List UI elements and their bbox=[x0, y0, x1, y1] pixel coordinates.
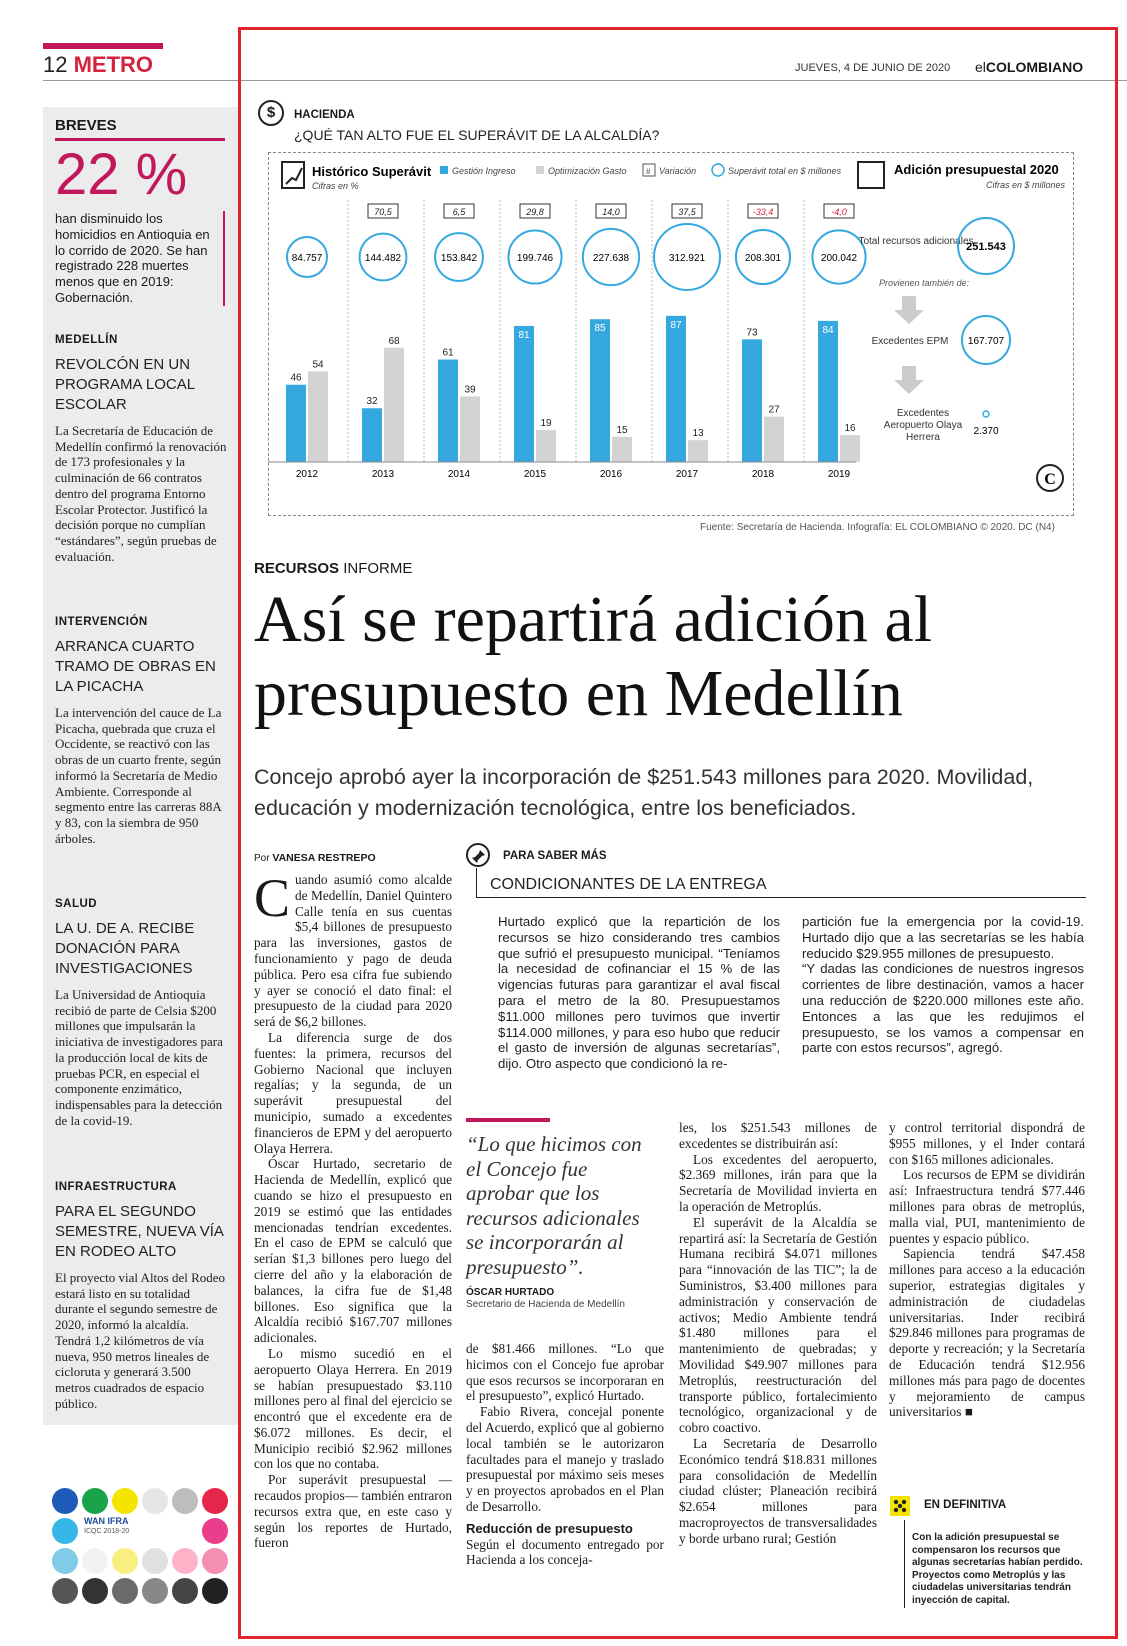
definitiva-kicker: EN DEFINITIVA bbox=[924, 1499, 1007, 1511]
breves-title: BREVES bbox=[55, 117, 117, 134]
breves-rule bbox=[55, 138, 225, 141]
chart2-subtitle: Cifras en $ millones bbox=[986, 180, 1066, 190]
bar-gasto-2014 bbox=[460, 396, 480, 462]
swatch-cyan bbox=[52, 1518, 78, 1544]
swatch-light-gray bbox=[142, 1548, 168, 1574]
total-value: 84.757 bbox=[291, 253, 323, 264]
puzzle-icon bbox=[889, 1495, 911, 1517]
bar-ingreso-2015 bbox=[514, 326, 534, 462]
psm-kicker: PARA SABER MÁS bbox=[503, 850, 607, 862]
sidebar-kicker: MEDELLÍN bbox=[55, 334, 118, 346]
breves-figure: 22 % bbox=[55, 142, 188, 207]
chart1-title: Histórico Superávit bbox=[312, 164, 432, 179]
bar-value-label: 32 bbox=[366, 396, 378, 408]
paragraph: Sapiencia tendrá $47.458 millones para acceso a la educación superior, estrategias digitales y administración de ciudadelas universitarias. Inder recibirá $29.846 millones para programas de deporte y recreación; y la Secretaría de Educación tendrá $12.956 millones más para pago de docentes y mejoramiento de campus universitarios ■ bbox=[889, 1246, 1085, 1420]
aeropuerto-value: 2.370 bbox=[973, 426, 999, 437]
chart-question: ¿QUÉ TAN ALTO FUE EL SUPERÁVIT DE LA ALCALDÍA? bbox=[294, 127, 660, 143]
paragraph: partición fue la emergencia por la covid-19. Hurtado dijo que a las secretarías se les había reducido $29.955 millones de presupuesto. bbox=[802, 914, 1084, 961]
page-number-accent-bar bbox=[43, 43, 163, 49]
swatch-red bbox=[202, 1488, 228, 1514]
year-tick-label: 2015 bbox=[523, 469, 547, 480]
article-col-4 bbox=[889, 1120, 1085, 1420]
paragraph: “Y dadas las condiciones de nuestros ingresos corrientes de libre destinación, vamos a hacer una reducción de $220.000 millones este año. Entonces a las que les redujimos el presupuesto, se los vamos a compensar en parte con estos recursos”, agregó. bbox=[802, 961, 1084, 1056]
sidebar-body: La Universidad de Antioquia recibió de parte de Celsia $200 millones que impulsarán la iniciativa de investigadores para la producción local de kits de pruebas PCR, en especial el componente enzimático, indispensables para la detección de la covid-19. bbox=[55, 987, 223, 1128]
total-value: 227.638 bbox=[592, 253, 630, 264]
bar-value-label: 73 bbox=[746, 327, 758, 339]
headline-line1: Así se repartirá adición al bbox=[254, 583, 933, 656]
paragraph: Fabio Rivera, concejal ponente del Acuerdo, explicó que al gobierno local también se le autorizaron facultades para el manejo y traslado presupuestal por máximo seis meses y en proyectos aprobados en el Plan de Desarrollo. bbox=[466, 1404, 664, 1514]
quote-author-role: Secretario de Hacienda de Medellín bbox=[466, 1299, 625, 1310]
swatch-yellow bbox=[112, 1488, 138, 1514]
sidebar-title: ARRANCA CUARTO TRAMO DE OBRAS EN LA PICACHA bbox=[55, 638, 216, 695]
bar-gasto-2013 bbox=[384, 348, 404, 462]
paragraph: Los recursos de EPM se dividirán así: Infraestructura tendrá $77.446 millones para obras de metroplús, malla vial, PUI, mantenimiento de puentes y espacio público. bbox=[889, 1167, 1085, 1246]
sidebar-title: LA U. DE A. RECIBE DONACIÓN PARA INVESTIGACIONES bbox=[55, 920, 195, 977]
epm-label: Excedentes EPM bbox=[871, 336, 949, 347]
bar-gasto-2012 bbox=[308, 371, 328, 462]
legend-label-total: Superávit total en $ millones bbox=[728, 166, 842, 176]
bar-value-label: 68 bbox=[388, 335, 400, 347]
swatch-dark4 bbox=[142, 1578, 168, 1604]
superavit-chart bbox=[268, 152, 1074, 516]
swatch-dark2 bbox=[82, 1578, 108, 1604]
paragraph: La diferencia surge de dos fuentes: la primera, recursos del Gobierno Nacional que incluyen regalías; y la segunda, de un superávit presupuestal del municipio, sumado a excedentes financieros de EPM y del aeropuerto Olaya Herrera. bbox=[254, 1029, 452, 1156]
logo-letter: C bbox=[1044, 471, 1056, 488]
bar-gasto-2016 bbox=[612, 437, 632, 462]
article-col-3 bbox=[679, 1120, 877, 1547]
paragraph: Óscar Hurtado, secretario de Hacienda de Medellín, explicó que cuando se hizo el presupuesto en 2019 se estimó que las entidades mencionadas tendrían excedentes. En el caso de EPM se calculó que serían $1,3 billones pero luego del cierre del año y la elaboración de balances, la cifra fue de $1,48 billones. Eso significa que la Alcaldía recibió $167.707 millones adicionales. bbox=[254, 1156, 452, 1346]
arrow-down-icon bbox=[894, 296, 924, 324]
bar-value-label: 15 bbox=[616, 424, 628, 436]
legend-hash: # bbox=[646, 167, 651, 176]
bar-ingreso-2014 bbox=[438, 360, 458, 462]
year-tick-label: 2016 bbox=[599, 469, 623, 480]
swatch-dark5 bbox=[172, 1578, 198, 1604]
chart1-subtitle: Cifras en % bbox=[312, 181, 359, 191]
paragraph: Por superávit presupuestal —recaudos propios— también entraron recursos extra que, en este caso y según los reportes de Hurtado, fueron bbox=[254, 1472, 452, 1551]
year-tick-label: 2013 bbox=[371, 469, 395, 480]
year-tick-label: 2014 bbox=[447, 469, 471, 480]
chart-source: Fuente: Secretaría de Hacienda. Infografía: EL COLOMBIANO © 2020. DC (N4) bbox=[700, 522, 1055, 533]
sidebar-kicker: INTERVENCIÓN bbox=[55, 616, 148, 628]
year-tick-label: 2017 bbox=[675, 469, 699, 480]
swatch-rose bbox=[202, 1548, 228, 1574]
sidebar-item-salud bbox=[55, 898, 227, 1128]
paragraph: Según el documento entregado por Hacienda a los conceja- bbox=[466, 1536, 664, 1568]
subheadline: Concejo aprobó ayer la incorporación de $251.543 millones para 2020. Movilidad, educación y modernización tecnológica, entre los beneficiados. bbox=[254, 765, 1034, 820]
swatch-dark1 bbox=[52, 1578, 78, 1604]
trend-icon bbox=[282, 162, 304, 188]
year-tick-label: 2019 bbox=[827, 469, 851, 480]
bar-value-label: 16 bbox=[844, 423, 856, 435]
newspaper-brand: elCOLOMBIANO bbox=[975, 59, 1084, 75]
swatch-green bbox=[82, 1488, 108, 1514]
arrow-down-icon bbox=[894, 366, 924, 394]
legend-label-gasto: Optimización Gasto bbox=[548, 166, 627, 176]
bar-value-label: 85 bbox=[594, 323, 606, 335]
article-col-2 bbox=[466, 1341, 664, 1568]
swatch-dark3 bbox=[112, 1578, 138, 1604]
psm-title: CONDICIONANTES DE LA ENTREGA bbox=[490, 876, 767, 893]
quote-author: ÓSCAR HURTADO bbox=[466, 1287, 555, 1298]
aeropuerto-label: Excedentes Aeropuerto Olaya Herrera bbox=[883, 408, 963, 443]
sidebar-item-intervencion bbox=[55, 616, 227, 846]
bar-value-label: 39 bbox=[464, 384, 476, 396]
paragraph: El superávit de la Alcaldía se repartirá así: la Secretaría de Gestión Humana recibirá $4.071 millones para “innovación de las TIC”; la de Suministros, $3.400 millones para administración y conservación de activos; Medio Ambiente tendrá $1.480 millones para el mantenimiento de quebradas; y Movilidad $49.907 millones para Metroplús, reestructuración del transporte público, fortalecimiento tecnológico, organizacional y de cobro coactivo. bbox=[679, 1214, 877, 1436]
year-tick-label: 2012 bbox=[295, 469, 319, 480]
bar-gasto-2019 bbox=[840, 435, 860, 462]
issue-date: JUEVES, 4 DE JUNIO DE 2020 bbox=[795, 62, 951, 74]
swatch-black bbox=[202, 1578, 228, 1604]
sidebar-item-medellin bbox=[55, 334, 227, 564]
breves-text: han disminuido los homicidios en Antioquia en lo corrido de 2020. Se han registrado 228 muertes menos que en 2019: Gobernación. bbox=[55, 211, 225, 306]
byline: Por VANESA RESTREPO bbox=[254, 852, 376, 864]
bar-value-label: 13 bbox=[692, 428, 704, 440]
total-value: 199.746 bbox=[516, 253, 554, 264]
total-value: 251.543 bbox=[966, 241, 1006, 253]
trend-icon-line bbox=[286, 168, 302, 184]
variation-value: 37,5 bbox=[678, 207, 696, 217]
legend-swatch-total bbox=[712, 164, 724, 176]
sidebar-item-infraestructura bbox=[55, 1181, 227, 1411]
psm-col-1: Hurtado explicó que la repartición de los recursos se hizo considerando tres cambios que sufrió el presupuesto municipal. “Teníamos la necesidad de cofinanciar el 15 % de las vigencias futuras para garantizar el aval fiscal para el metro de la 80. Presupuestamos $11.000 millones pero tuvimos que invertir $114.000 millones, y para eso hubo que reducir el gasto de inversión de algunas secretarías”, dijo. Otro aspecto que condicionó la re- bbox=[498, 914, 780, 1072]
calculator-icon bbox=[858, 162, 884, 188]
bar-group bbox=[286, 200, 866, 480]
bar-value-label: 54 bbox=[312, 359, 324, 371]
total-value: 144.482 bbox=[364, 253, 402, 264]
epm-value: 167.707 bbox=[967, 336, 1005, 347]
variation-value: 70,5 bbox=[374, 207, 392, 217]
legend-swatch-ingreso bbox=[440, 166, 448, 174]
bar-gasto-2017 bbox=[688, 440, 708, 462]
breves-block bbox=[55, 117, 227, 306]
paragraph: Los excedentes del aeropuerto, $2.369 millones, irán para que la Secretaría de Movilidad invierta en la operación de Metroplús. bbox=[679, 1151, 877, 1214]
also-label: Provienen también de: bbox=[878, 278, 970, 288]
aeropuerto-circle bbox=[983, 411, 989, 417]
bar-gasto-2015 bbox=[536, 430, 556, 462]
bar-ingreso-2012 bbox=[286, 385, 306, 462]
swatch-blue bbox=[52, 1488, 78, 1514]
sidebar-body: El proyecto vial Altos del Rodeo estará listo en su totalidad durante el segundo semestre de 2020, informó la alcaldía. Tendrá 1,2 kilómetros de vía nueva, 950 metros lineales de cicloruta y generará 3.500 metros cuadrados de espacio público. bbox=[55, 1270, 226, 1411]
total-label: Total recursos adicionales bbox=[858, 236, 974, 247]
legend-label-ingreso: Gestión Ingreso bbox=[452, 166, 516, 176]
swatch-gray bbox=[172, 1488, 198, 1514]
definitiva-text: Con la adición presupuestal se compensaron los recursos que algunas secretarías habían perdido. Proyectos como Metroplús y las ciudadelas universitarias tendrán inyección de capital. bbox=[912, 1532, 1083, 1606]
bar-ingreso-2018 bbox=[742, 339, 762, 462]
bar-gasto-2018 bbox=[764, 417, 784, 462]
headline-line2: presupuesto en Medellín bbox=[254, 657, 903, 730]
variation-value: 29,8 bbox=[526, 207, 544, 217]
bar-value-label: 46 bbox=[290, 372, 302, 384]
sidebar-title: PARA EL SEGUNDO SEMESTRE, NUEVA VÍA EN RODEO ALTO bbox=[55, 1203, 224, 1260]
swatch-light-yellow bbox=[112, 1548, 138, 1574]
bar-value-label: 84 bbox=[822, 324, 834, 336]
sidebar-body: La intervención del cauce de La Picacha, quebrada que cruza el Occidente, se reactivó con las obras de un cuarto frente, según informó la Secretaría de Medio Ambiente. Corresponde al segmento entre las carreras 88A y 83, con la siembra de 950 árboles. bbox=[55, 705, 222, 846]
paragraph: Cuando asumió como alcalde de Medellín, Daniel Quintero Calle tenía en sus cuentas $5,4 billones de presupuesto para las inversiones, gastos de funcionamiento y pago de deuda pública. Pero esa cifra fue subiendo y ayer se conoció el dato final: el presupuesto de la ciudad para 2020 será de $6,2 billones. bbox=[254, 868, 452, 1030]
bar-ingreso-2017 bbox=[666, 316, 686, 462]
psm-col-2 bbox=[802, 914, 1084, 1056]
bar-value-label: 61 bbox=[442, 347, 454, 359]
bar-ingreso-2016 bbox=[590, 319, 610, 462]
sidebar-body: La Secretaría de Educación de Medellín confirmó la renovación de 173 profesionales y la culminación de 66 contratos dentro del programa Entorno Escolar Protector. Justificó la decisión porque no cumplían “estándares”, según pruebas de evaluación. bbox=[55, 423, 227, 564]
total-value: 208.301 bbox=[744, 253, 782, 264]
total-value: 200.042 bbox=[820, 253, 858, 264]
swatch-light bbox=[142, 1488, 168, 1514]
swatch-pink bbox=[172, 1548, 198, 1574]
total-value: 153.842 bbox=[440, 253, 478, 264]
sidebar-title: REVOLCÓN EN UN PROGRAMA LOCAL ESCOLAR bbox=[55, 356, 195, 413]
dollar-icon: $ bbox=[258, 100, 284, 126]
paragraph: les, los $251.543 millones de excedentes se distribuirán así: bbox=[679, 1120, 877, 1151]
aeropuerto-label-wrap bbox=[878, 408, 968, 452]
sidebar-kicker: SALUD bbox=[55, 898, 98, 910]
swatch-white bbox=[82, 1548, 108, 1574]
pull-quote: “Lo que hicimos con el Concejo fue aprobar que los recursos adicionales se incorporarán al presupuesto”. bbox=[466, 1132, 642, 1279]
wan-ifra-sub: ICQC 2018-20 bbox=[84, 1528, 130, 1535]
year-tick-label: 2018 bbox=[751, 469, 775, 480]
paragraph: Lo mismo sucedió en el aeropuerto Olaya Herrera. En 2019 se habían presupuestado $3.110 millones pero al final del ejercicio se encontró que el excedente era de $6.072 millones. Es decir, el Municipio recibió $2.962 millones con los que no contaba. bbox=[254, 1345, 452, 1472]
col2-subhead: Reducción de presupuesto bbox=[466, 1520, 633, 1536]
paragraph: La Secretaría de Desarrollo Económico tendrá $18.831 millones para consolidación de Medellín ciudad clúster; Planeación recibirá $2.654 millones para macroproyectos de transversalidades y borde urbano rural; Gestión bbox=[679, 1435, 877, 1546]
variation-value: -4,0 bbox=[831, 207, 847, 217]
bar-value-label: 87 bbox=[670, 319, 682, 331]
dropcap: C bbox=[254, 868, 291, 928]
bar-value-label: 27 bbox=[768, 404, 780, 416]
chart2-title: Adición presupuestal 2020 bbox=[894, 162, 1059, 177]
pin-icon bbox=[466, 843, 490, 867]
bar-ingreso-2013 bbox=[362, 408, 382, 462]
swatch-light-cyan bbox=[52, 1548, 78, 1574]
bar-value-label: 81 bbox=[518, 329, 530, 341]
sidebar-kicker: INFRAESTRUCTURA bbox=[55, 1181, 177, 1193]
bar-ingreso-2019 bbox=[818, 321, 838, 462]
legend-label-variation: Variación bbox=[659, 166, 697, 176]
wan-ifra-logo: WAN IFRA bbox=[84, 1516, 129, 1526]
variation-value: 6,5 bbox=[452, 207, 466, 217]
paragraph: de $81.466 millones. “Lo que hicimos con el Concejo fue aprobar que esos recursos se incorporaran en el presupuesto”, explicó Hurtado. bbox=[466, 1341, 664, 1404]
variation-value: 14,0 bbox=[602, 207, 620, 217]
legend-swatch-gasto bbox=[536, 166, 544, 174]
bar-value-label: 19 bbox=[540, 418, 552, 430]
total-value: 312.921 bbox=[668, 253, 706, 264]
chart-kicker: HACIENDA bbox=[294, 109, 355, 121]
variation-value: -33,4 bbox=[752, 207, 774, 217]
chart-legend bbox=[282, 162, 842, 191]
page-number: 12 METRO bbox=[43, 52, 154, 77]
headline bbox=[254, 583, 1114, 731]
paragraph: y control territorial dispondrá de $955 millones, y el Inder contará con $165 millones adicionales. bbox=[889, 1120, 1085, 1167]
adicion-panel bbox=[858, 162, 1066, 452]
swatch-magenta bbox=[202, 1518, 228, 1544]
article-col-1 bbox=[254, 868, 452, 1551]
quote-rule bbox=[466, 1118, 550, 1122]
section-tag: RECURSOS INFORME bbox=[254, 560, 413, 577]
